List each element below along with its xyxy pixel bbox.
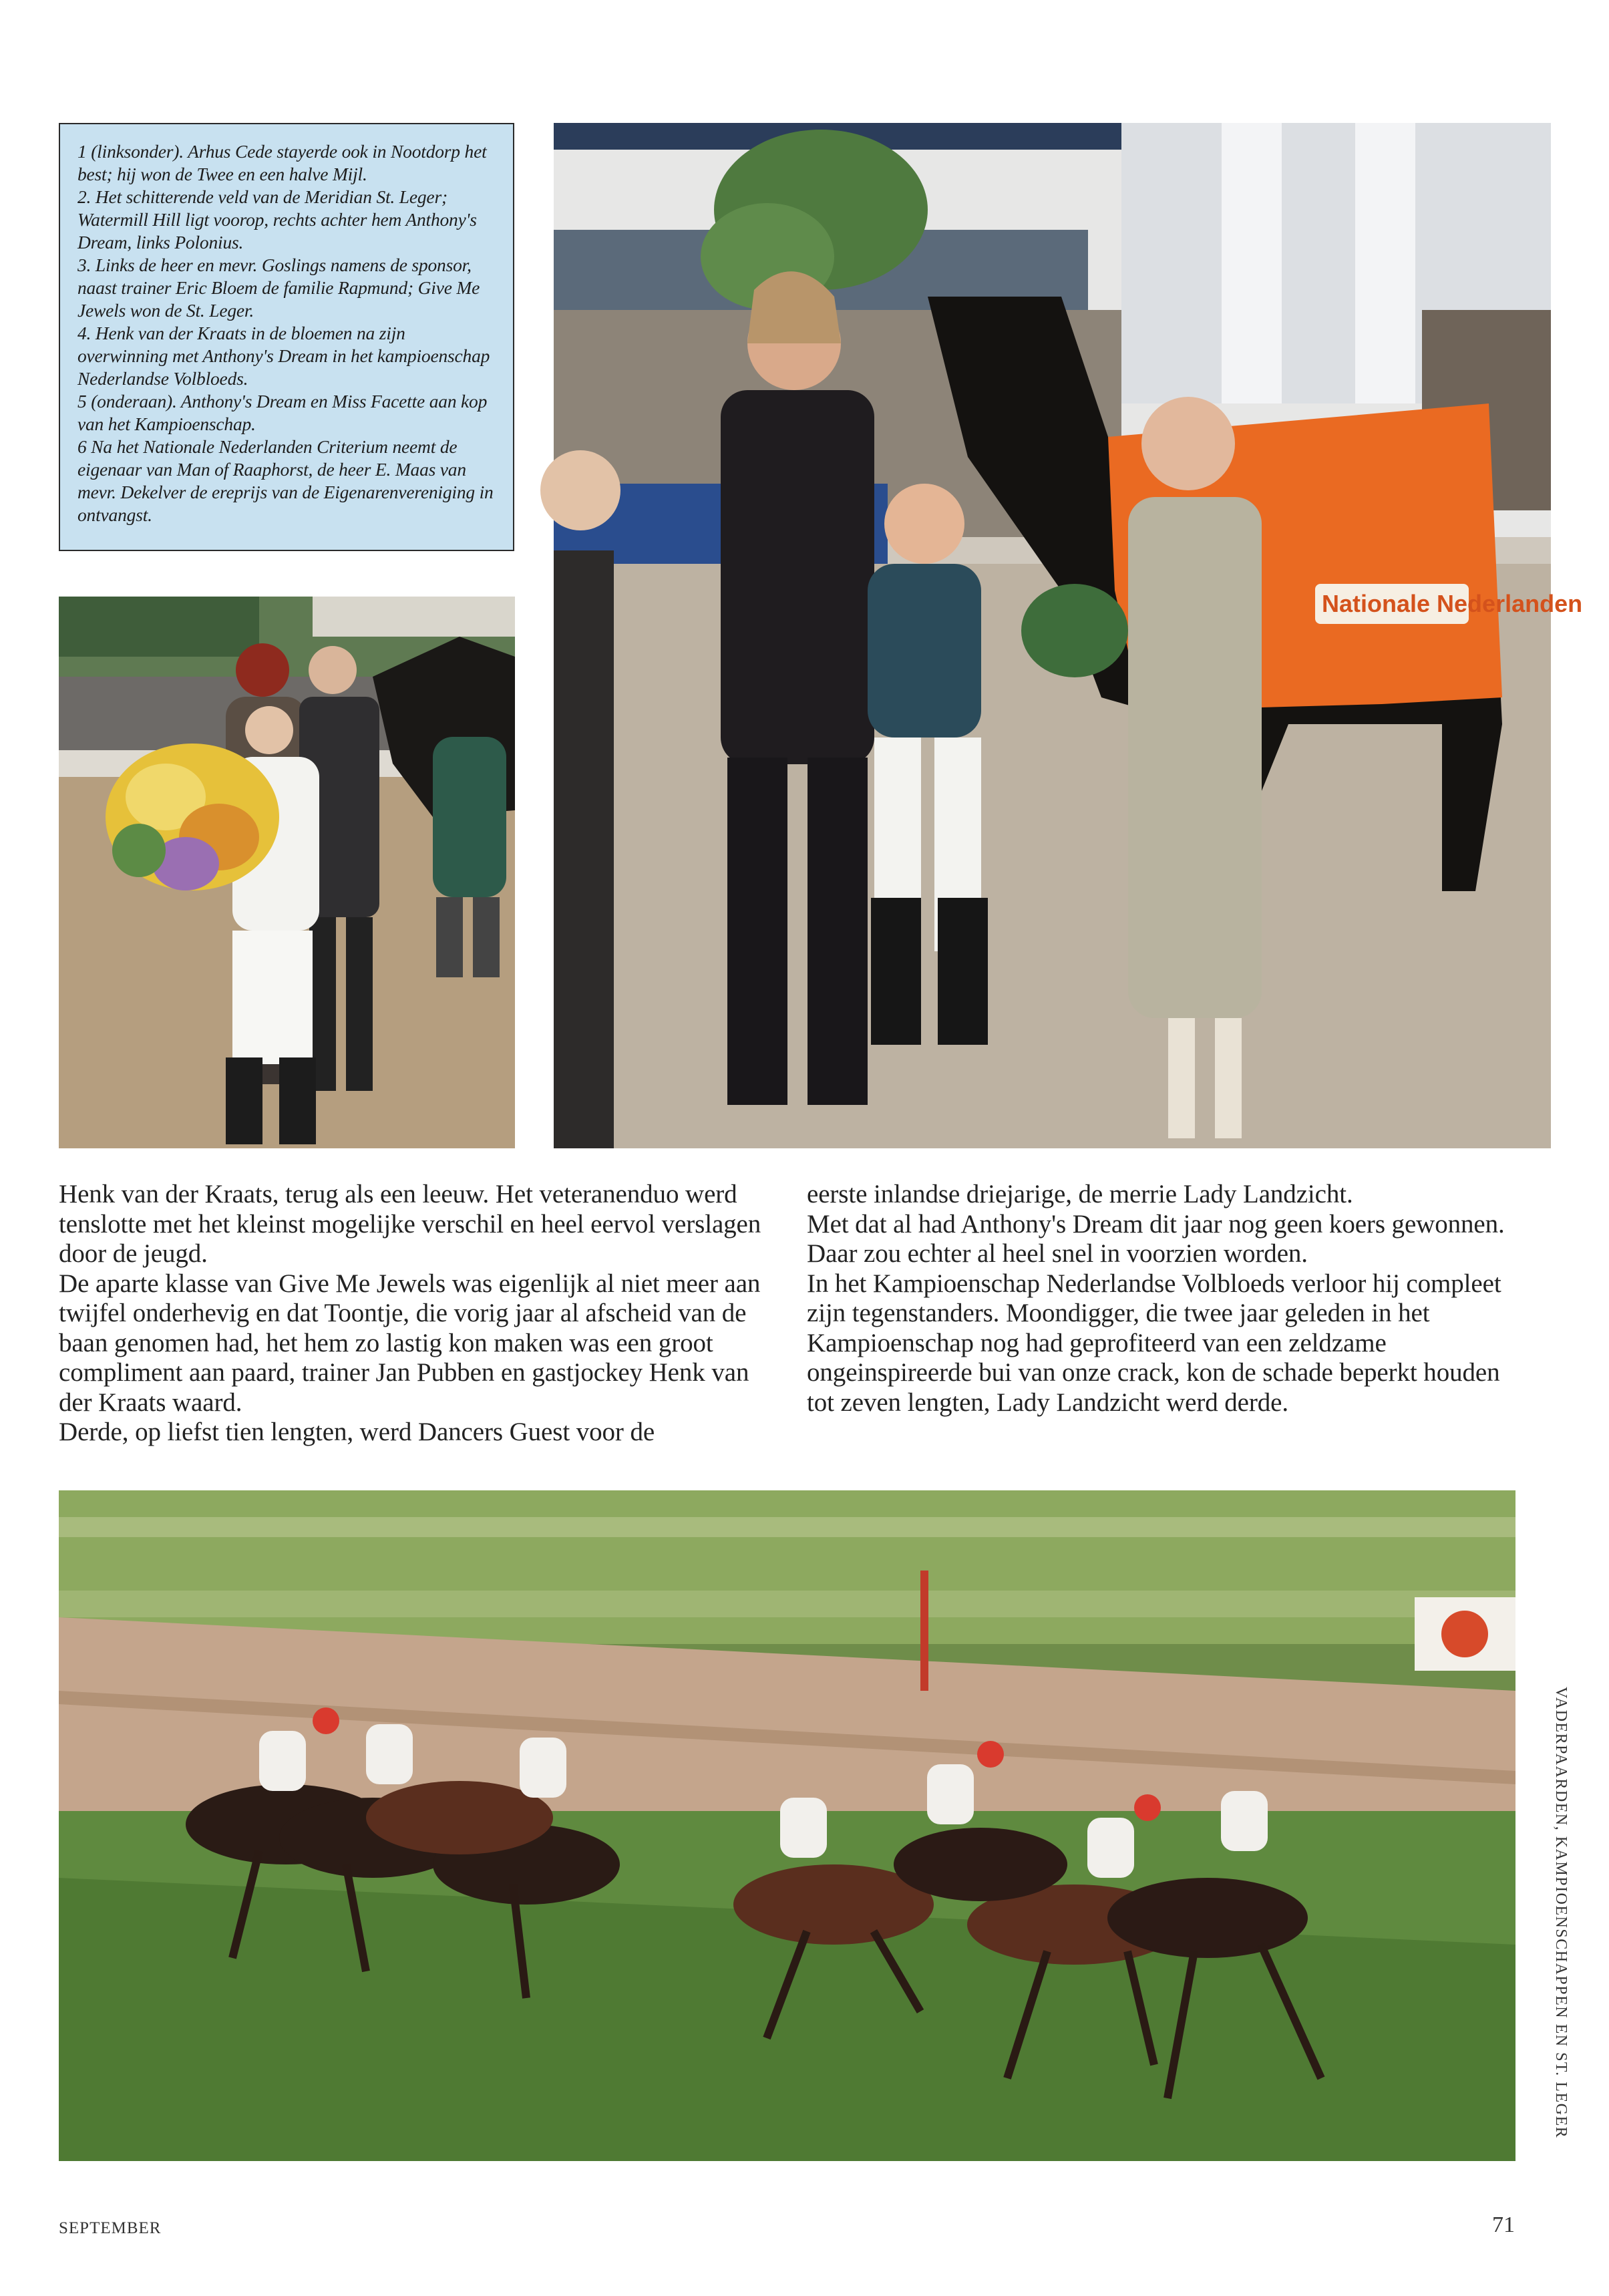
body-right-paragraphs: eerste inlandse driejarige, de merrie Lady Landzicht. Met dat al had Anthony's Dream dit jaar nog geen koers gewonnen. Daar zou echter al heel snel in voorzien worden. In het Kampioenschap Nederlandse Volbloeds verloor hij compleet zijn tegenstanders. Moondigger, die twee jaar geleden in het Kampioenschap nog had geprofiteerd van een zeldzame ongeinspireerde bui van onze crack, kon de schade beperkt houden tot zeven lengten, Lady Landzicht werd derde. xyxy=(807,1180,1505,1417)
photo-racing-field xyxy=(59,1490,1515,2161)
footer-month: SEPTEMBER xyxy=(59,2219,162,2237)
caption-4: 4. Henk van der Kraats in de bloemen na zijn overwinning met Anthony's Dream in het kampioenschap Nederlandse Volbloeds. xyxy=(77,323,490,389)
photo-jockey-with-flowers xyxy=(59,597,515,1148)
body-left-paragraphs: Henk van der Kraats, terug als een leeuw. Het veteranenduo werd tenslotte met het kleinst mogelijke verschil en heel eervol verslagen door de jeugd. De aparte klasse van Give Me Jewels was eigenlijk al niet meer aan twijfel onderhevig en dat Toontje, die vorig jaar al afscheid van de baan genomen had, het hem zo lastig kon maken was een groot compliment aan paard, trainer Jan Pubben en gastjockey Henk van der Kraats waard. Derde, op liefst tien lengten, werd Dancers Guest voor de xyxy=(59,1180,761,1446)
running-title: VADERPAARDEN, KAMPIOENSCHAPPEN EN ST. LEGER xyxy=(1552,1687,1570,2139)
caption-6: 6 Na het Nationale Nederlanden Criterium neemt de eigenaar van Man of Raaphorst, de heer E. Maas van mevr. Dekelver de ereprijs van de Eigenarenvereniging in ontvangst. xyxy=(77,436,494,525)
caption-3: 3. Links de heer en mevr. Goslings namens de sponsor, naast trainer Eric Bloem de familie Rapmund; Give Me Jewels won de St. Leger. xyxy=(77,255,480,321)
page-number: 71 xyxy=(1492,2212,1515,2237)
caption-5: 5 (onderaan). Anthony's Dream en Miss Facette aan kop van het Kampioenschap. xyxy=(77,391,488,434)
body-text-left xyxy=(59,1180,771,1448)
caption-2: 2. Het schitterende veld van de Meridian St. Leger; Watermill Hill ligt voorop, rechts achter hem Anthony's Dream, links Polonius. xyxy=(77,186,477,253)
body-text-right xyxy=(807,1180,1515,1418)
blanket-sponsor-text: Nationale Nederlanden xyxy=(1322,590,1583,617)
caption-1: 1 (linksonder). Arhus Cede stayerde ook in Nootdorp het best; hij won de Twee en een halve Mijl. xyxy=(77,141,487,184)
photo-trophy-presentation xyxy=(554,123,1583,1148)
caption-box xyxy=(59,123,514,551)
